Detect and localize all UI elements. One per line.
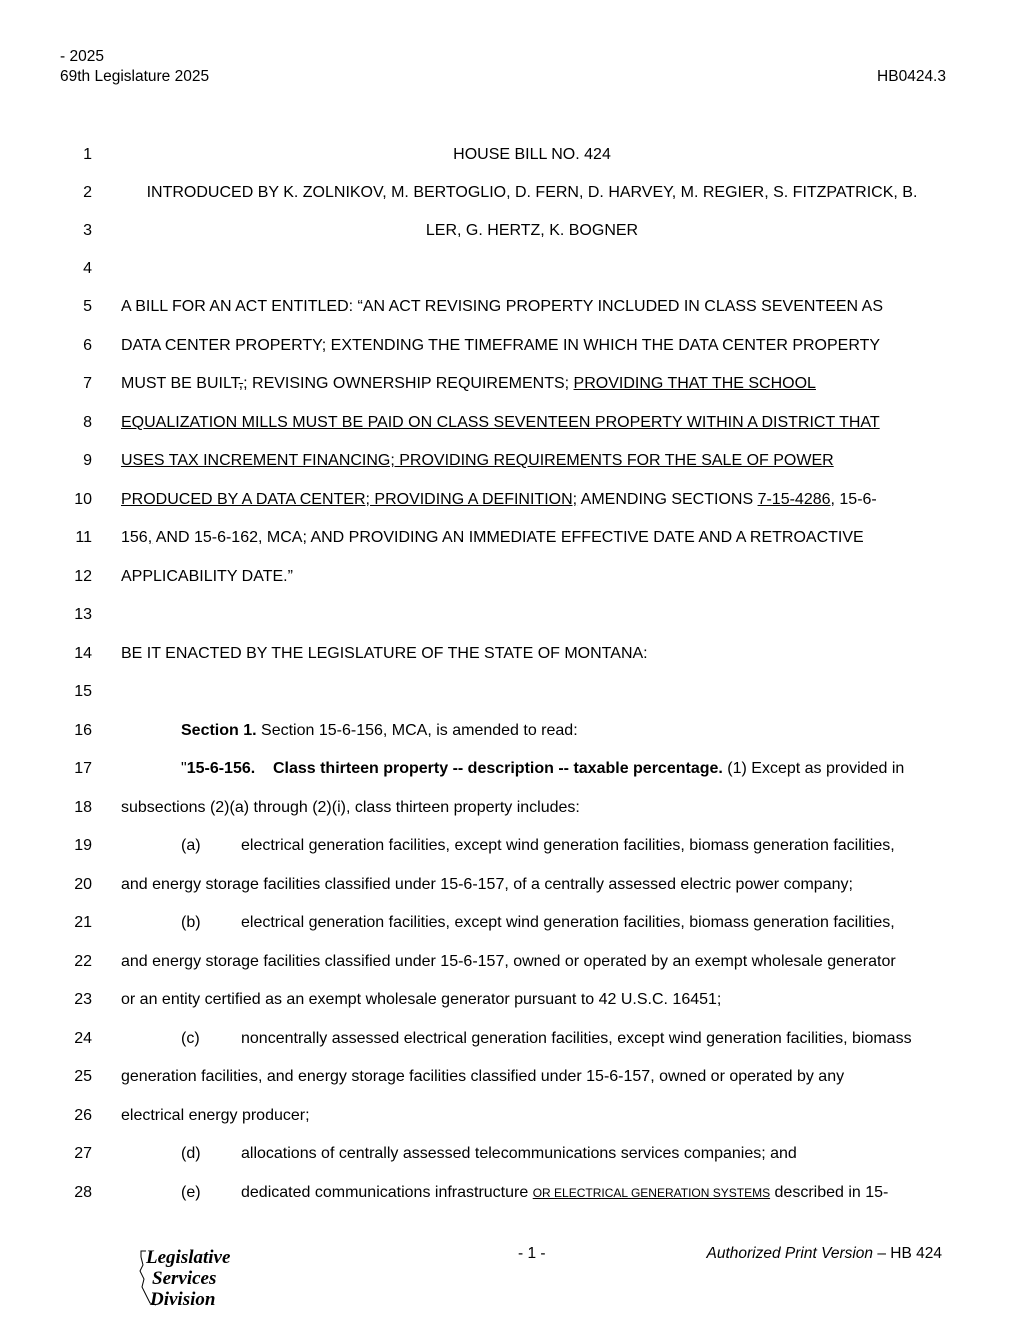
text-run: MUST BE BUILT — [121, 375, 239, 392]
line-17 — [0, 759, 1024, 779]
line-21 — [0, 913, 1024, 933]
line-5 — [0, 297, 1024, 317]
line-6 — [0, 336, 1024, 356]
statute-heading — [181, 759, 904, 779]
line-number: 19 — [74, 837, 92, 854]
bill-title: HOUSE BILL NO. 424 — [453, 146, 611, 163]
line-26 — [0, 1106, 1024, 1126]
line-3 — [0, 221, 1024, 241]
montana-outline-icon — [138, 1247, 158, 1309]
title-text: DATA CENTER PROPERTY; EXTENDING THE TIMEFRAME IN WHICH THE DATA CENTER PROPERTY — [121, 337, 881, 354]
line-number: 2 — [83, 184, 92, 201]
stricken-text: , — [238, 375, 244, 392]
title-text — [121, 374, 816, 394]
print-suffix: – HB 424 — [873, 1245, 942, 1262]
line-number: 3 — [83, 222, 92, 239]
line-number: 15 — [74, 683, 92, 700]
line-16 — [0, 721, 1024, 741]
sponsors-line: INTRODUCED BY K. ZOLNIKOV, M. BERTOGLIO, D. FERN, D. HARVEY, M. REGIER, S. FITZPATRICK, B. — [146, 184, 918, 201]
line-1 — [0, 145, 1024, 165]
legislature-label: 69th Legislature 2025 — [60, 68, 210, 85]
line-number: 5 — [83, 298, 92, 315]
logo-line-1: Legislative — [146, 1247, 231, 1268]
line-number: 25 — [74, 1068, 92, 1085]
subsection-label: (b) — [181, 914, 201, 931]
title-text — [121, 528, 864, 548]
line-10 — [0, 490, 1024, 510]
line-number: 27 — [74, 1145, 92, 1162]
statute-text: electrical generation facilities, except wind generation facilities, biomass generation facilities, — [241, 837, 895, 854]
print-label: Authorized Print Version — [706, 1245, 874, 1262]
title-text — [121, 451, 834, 471]
line-13 — [0, 605, 1024, 625]
statute-text: noncentrally assessed electrical generation facilities, except wind generation facilities, biomass — [241, 1030, 912, 1047]
sponsors-line: LER, G. HERTZ, K. BOGNER — [425, 222, 639, 239]
line-4 — [0, 259, 1024, 279]
line-number: 14 — [74, 645, 92, 662]
inserted-text: PROVIDING THAT THE SCHOOL — [573, 375, 816, 392]
line-12 — [0, 567, 1024, 587]
text-run: dedicated communications infrastructure — [241, 1184, 533, 1201]
line-number: 24 — [74, 1030, 92, 1047]
line-number: 8 — [83, 414, 92, 431]
section-heading — [181, 721, 578, 741]
text-run: AMENDING SECTIONS — [577, 491, 758, 508]
line-number: 22 — [74, 953, 92, 970]
inserted-text: ; — [243, 375, 248, 392]
logo-line-2: Services — [152, 1268, 217, 1289]
line-number: 10 — [74, 491, 92, 508]
title-text — [121, 490, 877, 510]
subsection-label: (d) — [181, 1145, 201, 1162]
line-number: 17 — [74, 760, 92, 777]
line-28 — [0, 1183, 1024, 1203]
subsection-label: (c) — [181, 1030, 200, 1047]
line-number: 23 — [74, 991, 92, 1008]
line-8 — [0, 413, 1024, 433]
title-text — [121, 413, 880, 433]
inserted-text: EQUALIZATION MILLS MUST BE PAID ON CLASS SEVENTEEN PROPERTY WITHIN A DISTRICT THAT — [121, 414, 880, 431]
section-label: Section 1. — [181, 722, 257, 739]
inserted-text: 7-15-4286, — [757, 491, 835, 508]
line-number: 18 — [74, 799, 92, 816]
line-2 — [0, 183, 1024, 203]
subsection-label: (e) — [181, 1184, 201, 1201]
line-24 — [0, 1029, 1024, 1049]
logo-line-3: Division — [150, 1289, 216, 1310]
line-19 — [0, 836, 1024, 856]
statute-text: subsections (2)(a) through (2)(i), class thirteen property includes: — [121, 799, 580, 816]
line-number: 7 — [83, 375, 92, 392]
line-number: 12 — [74, 568, 92, 585]
line-number: 28 — [74, 1184, 92, 1201]
session-label: - 2025 — [60, 48, 104, 65]
line-number: 21 — [74, 914, 92, 931]
statute-text — [241, 1183, 888, 1203]
text-run: 15-6- — [834, 491, 877, 508]
line-number: 20 — [74, 876, 92, 893]
line-15 — [0, 682, 1024, 702]
statute-text: and energy storage facilities classified under 15-6-157, of a centrally assessed electric power company; — [121, 876, 853, 893]
line-number: 1 — [83, 146, 92, 163]
line-number: 11 — [75, 529, 92, 546]
inserted-text: PRODUCED BY A DATA CENTER; PROVIDING A DEFINITION; — [121, 491, 578, 508]
line-9 — [0, 451, 1024, 471]
line-number: 26 — [74, 1107, 92, 1124]
statute-title: 15-6-156. Class thirteen property -- description -- taxable percentage. — [186, 760, 723, 777]
page-number: - 1 - — [518, 1245, 546, 1262]
line-14 — [0, 644, 1024, 664]
title-text: APPLICABILITY DATE.” — [121, 568, 293, 585]
line-number: 6 — [83, 337, 92, 354]
line-23 — [0, 990, 1024, 1010]
text-run: Section 15-6-156, MCA, is amended to read: — [256, 722, 578, 739]
statute-text: and energy storage facilities classified under 15-6-157, owned or operated by an exempt wholesale generator — [121, 953, 896, 970]
enacting-clause: BE IT ENACTED BY THE LEGISLATURE OF THE STATE OF MONTANA: — [121, 645, 648, 662]
line-22 — [0, 952, 1024, 972]
line-25 — [0, 1067, 1024, 1087]
text-run: AND 15-6-162, MCA; AND PROVIDING AN IMMEDIATE EFFECTIVE DATE AND A RETROACTIVE — [152, 529, 864, 546]
inserted-text: , — [147, 529, 153, 546]
text-run: (1) Except as provided in — [722, 760, 905, 777]
statute-text: or an entity certified as an exempt wholesale generator pursuant to 42 U.S.C. 16451; — [121, 991, 722, 1008]
text-run: " — [181, 760, 187, 777]
text-run: described in 15- — [770, 1184, 889, 1201]
line-18 — [0, 798, 1024, 818]
title-text: A BILL FOR AN ACT ENTITLED: “AN ACT REVISING PROPERTY INCLUDED IN CLASS SEVENTEEN AS — [121, 298, 883, 315]
statute-text: allocations of centrally assessed telecommunications services companies; and — [241, 1145, 797, 1162]
line-number: 4 — [83, 260, 92, 277]
line-20 — [0, 875, 1024, 895]
line-number: 9 — [83, 452, 92, 469]
statute-text: generation facilities, and energy storage facilities classified under 15-6-157, owned or operated by any — [121, 1068, 845, 1085]
text-run: 156 — [121, 529, 148, 546]
line-11 — [0, 528, 1024, 548]
text-run: REVISING OWNERSHIP REQUIREMENTS; — [247, 375, 574, 392]
line-7 — [0, 374, 1024, 394]
statute-text: electrical energy producer; — [121, 1107, 310, 1124]
line-number: 16 — [74, 722, 92, 739]
subsection-label: (a) — [181, 837, 201, 854]
lsd-logo — [138, 1247, 248, 1309]
line-27 — [0, 1144, 1024, 1164]
bill-id: HB0424.3 — [877, 68, 946, 85]
inserted-text: USES TAX INCREMENT FINANCING; PROVIDING REQUIREMENTS FOR THE SALE OF POWER — [121, 452, 834, 469]
inserted-text: OR ELECTRICAL GENERATION SYSTEMS — [532, 1186, 771, 1200]
statute-text: electrical generation facilities, except wind generation facilities, biomass generation facilities, — [241, 914, 895, 931]
print-version — [706, 1245, 942, 1263]
line-number: 13 — [74, 606, 92, 623]
